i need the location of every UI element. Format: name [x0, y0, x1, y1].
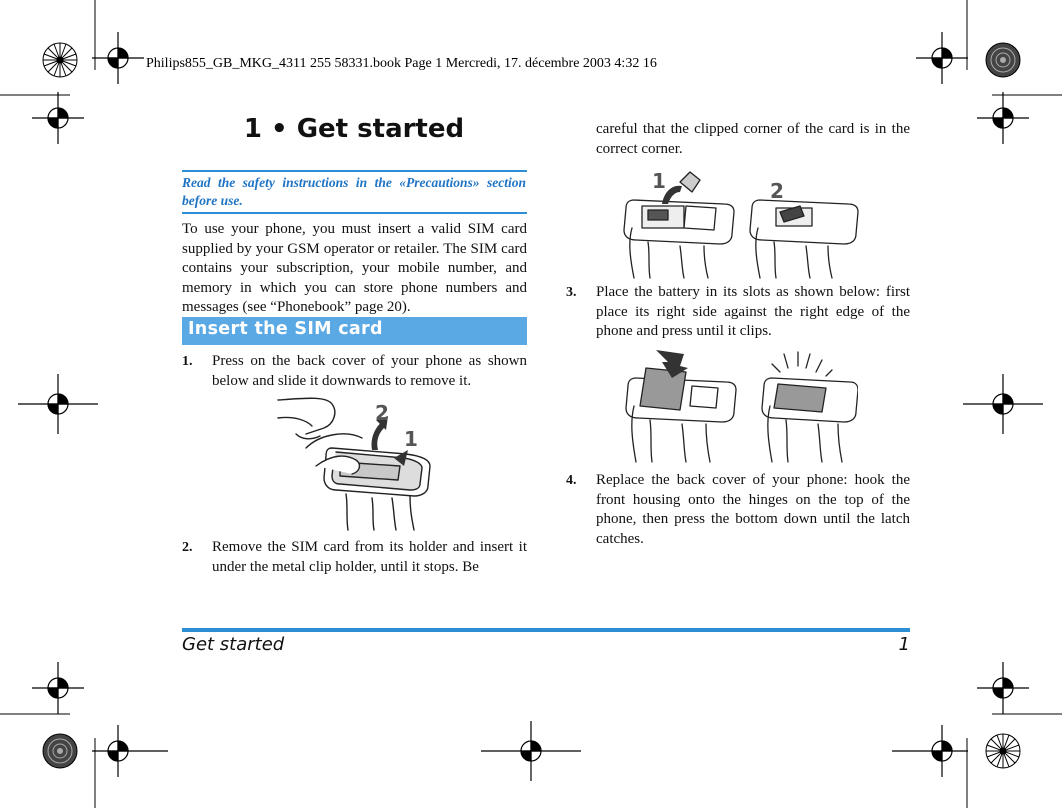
step-number: 3. — [566, 285, 577, 300]
section-header — [182, 317, 527, 345]
step-text: Press on the back cover of your phone as shown below and slide it downwards to remove it. — [212, 353, 527, 389]
sim-step-2-label: 2 — [770, 179, 784, 203]
note-top-rule — [182, 170, 527, 172]
footer-section-name: Get started — [182, 634, 285, 655]
step-number: 4. — [566, 473, 577, 488]
safety-note: Read the safety instructions in the «Precautions» section before use. — [182, 175, 526, 208]
intro-paragraph: To use your phone, you must insert a valid SIM card supplied by your GSM operator or retailer. The SIM card contains your subscription, your mobile number, and memory in which you can store phone numbers and messages (see “Phonebook” page 20). — [182, 221, 527, 315]
book-file-line: Philips855_GB_MKG_4311 255 58331.book Page 1 Mercredi, 17. décembre 2003 4:32 16 — [146, 56, 657, 71]
step-2-continued: careful that the clipped corner of the card is in the correct corner. — [596, 121, 910, 157]
step-text: Replace the back cover of your phone: hook the front housing onto the hinges on the top of the phone, then press the bottom down until the latch catches. — [596, 472, 910, 547]
step-text: Remove the SIM card from its holder and insert it under the metal clip holder, until it stops. Be — [212, 539, 527, 575]
step-number: 1. — [182, 354, 193, 369]
step-text: Place the battery in its slots as shown below: first place its right side against the right edge of the phone and press until it clips. — [596, 284, 910, 339]
step-number: 2. — [182, 540, 193, 555]
step-3 — [566, 283, 910, 342]
illustration-step-1-label: 1 — [404, 427, 418, 451]
insert-battery-illustration — [622, 346, 858, 464]
chapter-title: 1 • Get started — [243, 114, 465, 144]
note-bottom-rule — [182, 212, 527, 214]
section-title: Insert the SIM card — [188, 319, 383, 339]
step-4 — [566, 471, 910, 549]
sim-step-1-label: 1 — [652, 169, 666, 193]
footer-rule — [182, 628, 910, 632]
page-number: 1 — [898, 634, 910, 655]
illustration-step-2-label: 2 — [375, 401, 389, 425]
remove-back-cover-illustration — [276, 394, 434, 532]
step-1 — [182, 352, 527, 391]
insert-sim-illustration — [620, 164, 860, 280]
step-2 — [182, 538, 527, 577]
